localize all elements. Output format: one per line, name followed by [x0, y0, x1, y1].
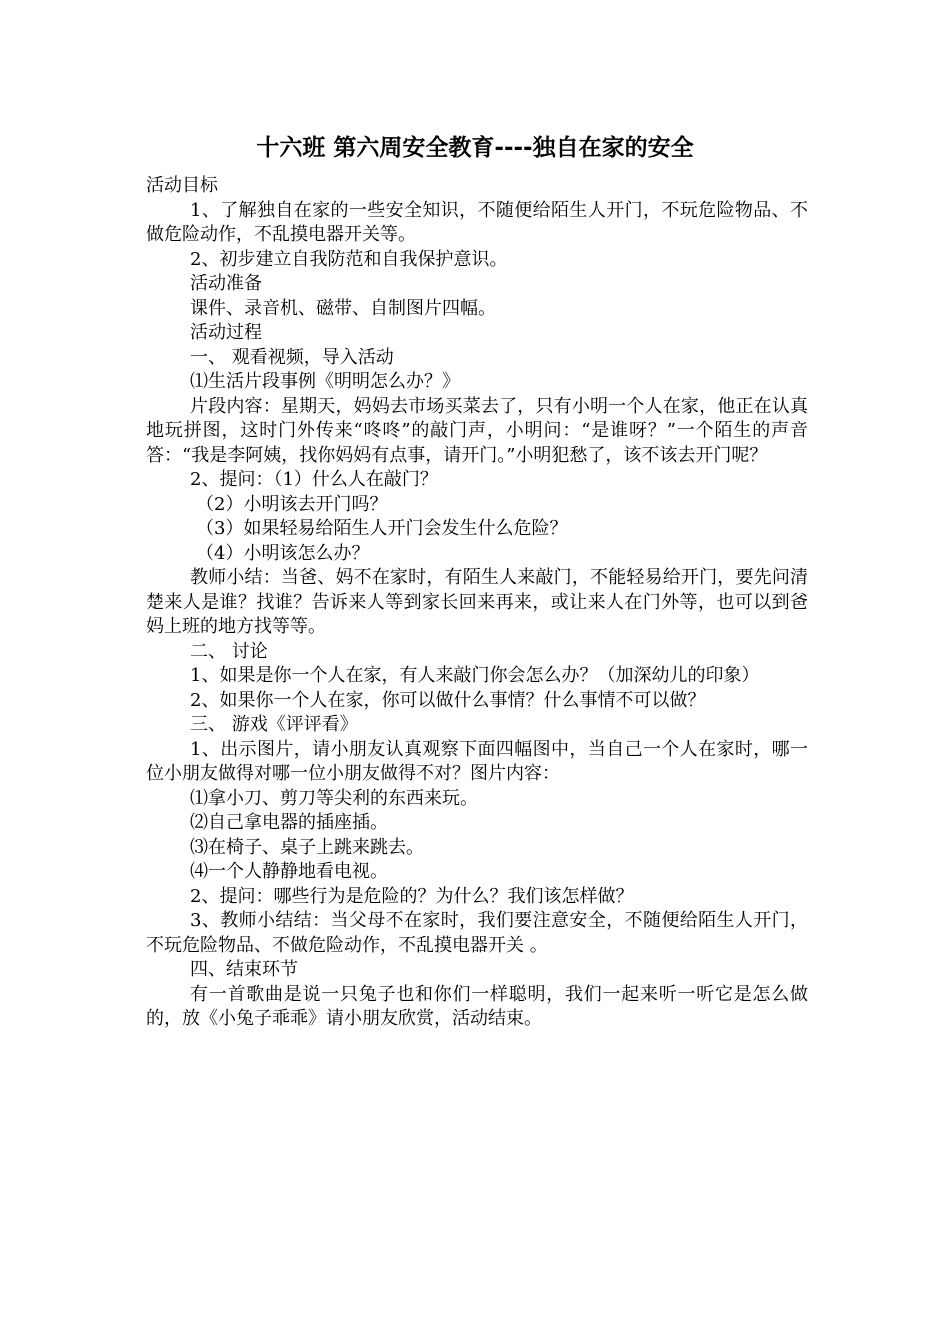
paragraph: 1、了解独自在家的一些安全知识，不随便给陌生人开门，不玩危险物品、不做危险动作，不乱摸电器开关等。 [146, 199, 808, 245]
paragraph: 一、 观看视频，导入活动 [190, 346, 394, 368]
paragraph: 片段内容：星期天，妈妈去市场买菜去了，只有小明一个人在家，他正在认真地玩拼图，这时门外传来“咚咚”的敲门声，小明问：“是谁呀？”一个陌生的声音答：“我是李阿姨，找你妈妈有点事，请开门。”小明犯愁了，该不该去开门呢？ [146, 395, 808, 466]
paragraph: ⑶在椅子、桌子上跳来跳去。 [190, 836, 424, 858]
paragraph: 三、 游戏《评评看》 [190, 714, 358, 735]
paragraph: 1、出示图片，请小朋友认真观察下面四幅图中，当自己一个人在家时，哪一位小朋友做得对哪一位小朋友做得不对？图片内容： [146, 738, 808, 784]
paragraph: 教师小结：当爸、妈不在家时，有陌生人来敲门，不能轻易给开门，要先问清楚来人是谁？找谁？告诉来人等到家长回来再来，或让来人在门外等，也可以到爸妈上班的地方找等等。 [146, 567, 808, 637]
paragraph: 课件、录音机、磁带、自制图片四幅。 [190, 297, 496, 319]
paragraph: ⑴拿小刀、剪刀等尖利的东西来玩。 [190, 787, 478, 809]
paragraph: ⑴生活片段事例《明明怎么办？》 [190, 371, 460, 392]
paragraph: 2、提问：哪些行为是危险的？为什么？我们该怎样做？ [190, 885, 634, 907]
paragraph: （3）如果轻易给陌生人开门会发生什么危险？ [196, 518, 568, 539]
paragraph: （2）小明该去开门吗？ [196, 493, 388, 515]
paragraph: 2、提问：（1）什么人在敲门？ [190, 469, 438, 490]
paragraph: 有一首歌曲是说一只兔子也和你们一样聪明，我们一起来听一听它是怎么做的，放《小兔子乖乖》请小朋友欣赏，活动结束。 [146, 983, 808, 1029]
paragraph: 二、 讨论 [190, 640, 268, 662]
paragraph: 活动过程 [190, 322, 262, 343]
paragraph: 活动目标 [146, 175, 218, 196]
document-title: 十六班 第六周安全教育----独自在家的安全 [256, 135, 694, 161]
paragraph: ⑷一个人静静地看电视。 [190, 861, 388, 882]
document-body [146, 174, 808, 1032]
paragraph: 四、结束环节 [190, 959, 298, 980]
paragraph: 2、如果你一个人在家，你可以做什么事情？什么事情不可以做？ [190, 689, 706, 711]
paragraph: 3、教师小结结：当父母不在家时，我们要注意安全，不随便给陌生人开门，不玩危险物品、不做危险动作，不乱摸电器开关 。 [146, 910, 808, 956]
paragraph: ⑵自己拿电器的插座插。 [190, 812, 388, 833]
paragraph: 活动准备 [190, 273, 262, 294]
paragraph: （4）小明该怎么办？ [196, 542, 370, 564]
paragraph: 1、如果是你一个人在家，有人来敲门你会怎么办？（加深幼儿的印象） [190, 665, 760, 686]
paragraph: 2、初步建立自我防范和自我保护意识。 [190, 248, 508, 270]
